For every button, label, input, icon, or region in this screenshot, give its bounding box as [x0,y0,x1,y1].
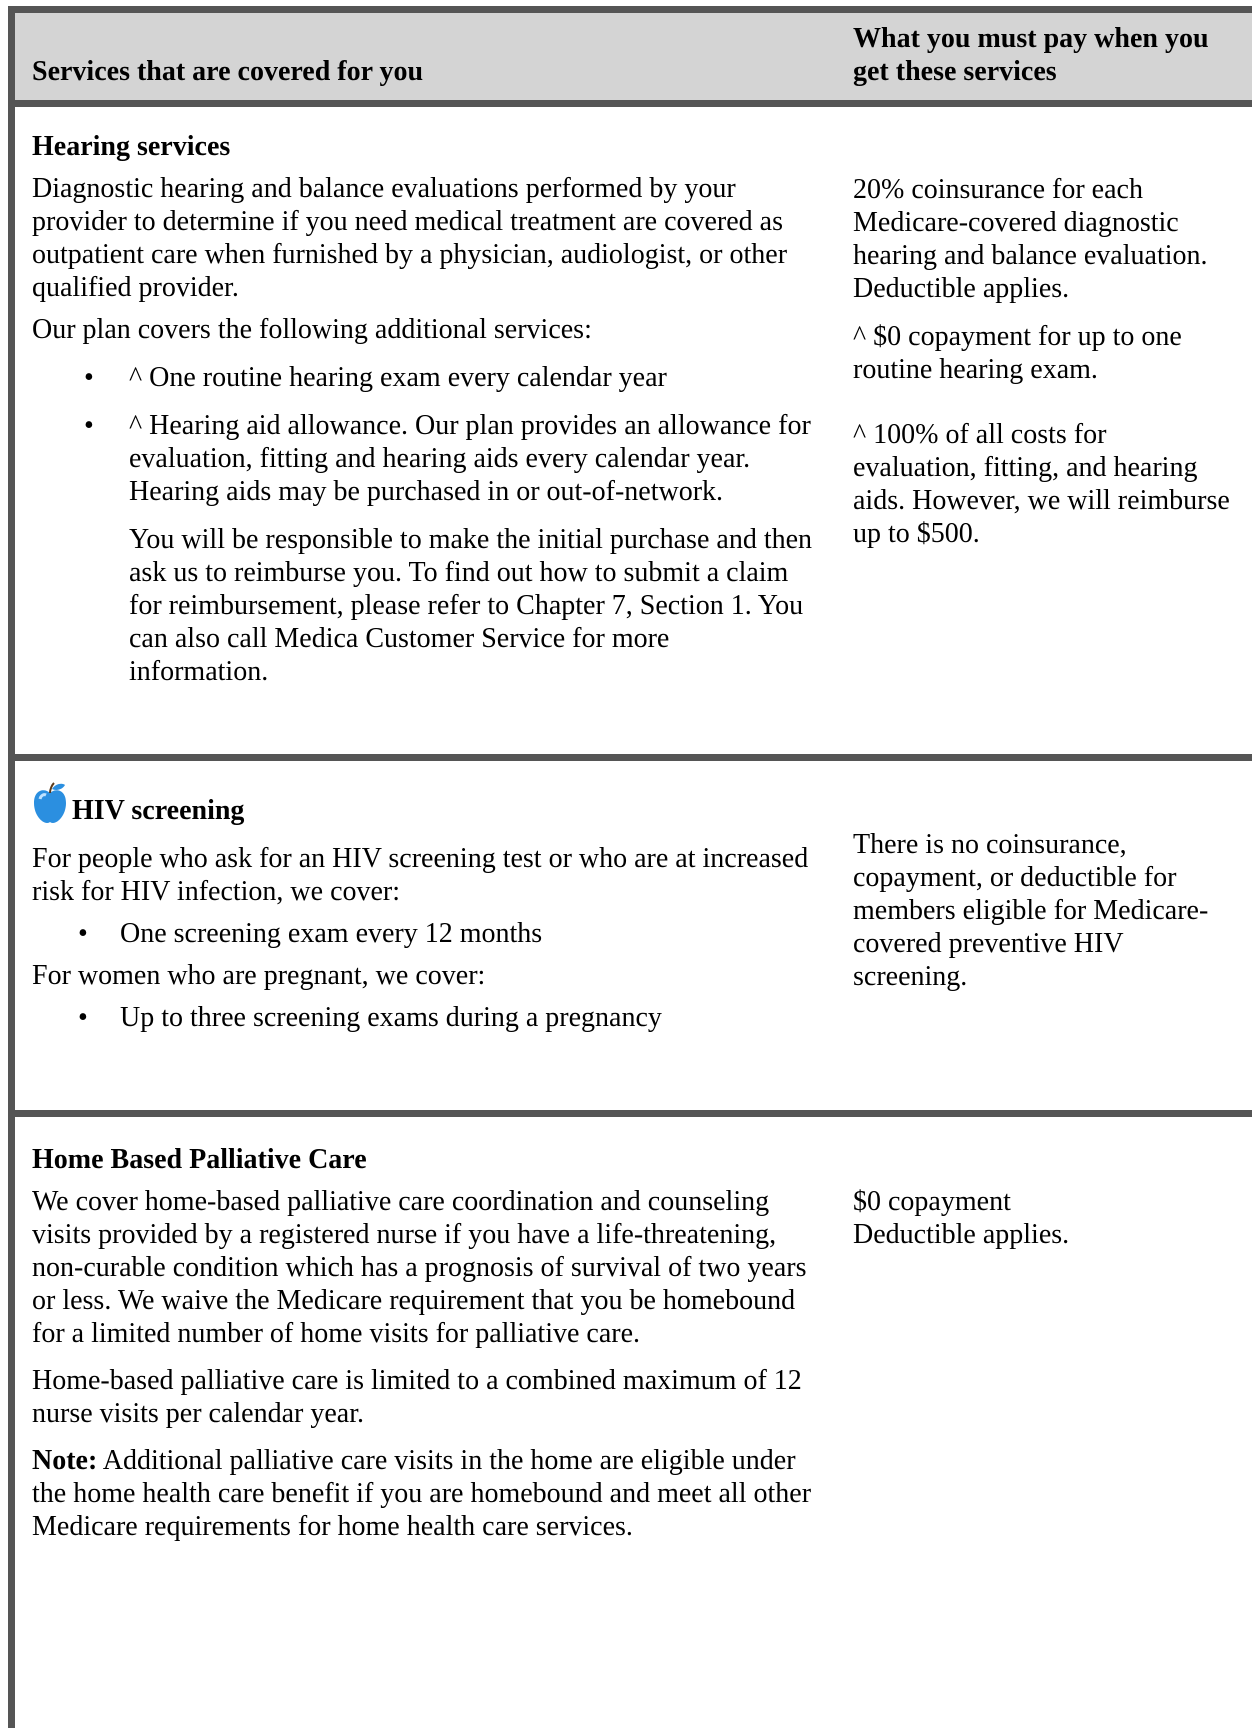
hearing-p3: You will be responsible to make the initial purchase and then ask us to reimburse you. To find out how to submit a claim for reimbursement, please refer to Chapter 7, Section 1. You can also call Medica Customer Service for more information. [129,524,813,687]
hearing-services-cell [15,107,845,754]
note-text: Additional palliative care visits in the home are eligible under the home health care benefit if you are homebound and meet all other Medicare requirements for home health care services. [32,1445,812,1542]
hiv-bullets-2 [32,1001,815,1034]
palliative-care-row [15,1117,1252,1728]
apple-icon [32,781,68,833]
palliative-pay-1: $0 copayment [853,1186,1011,1217]
hiv-screening-title: HIV screening [72,795,245,826]
hiv-bullets-1 [32,917,815,950]
hiv-p1: For people who ask for an HIV screening test or who are at increased risk for HIV infection, we cover: [32,843,809,907]
palliative-note [32,1444,815,1543]
hearing-services-row [15,107,1252,761]
hearing-bullet-1: ^ One routine hearing exam every calendar year [129,362,667,393]
list-item [32,917,815,950]
bullet-icon: • [84,362,94,393]
palliative-p2: Home-based palliative care is limited to a combined maximum of 12 nurse visits per calendar year. [32,1365,802,1429]
hiv-screening-cell [15,761,845,1110]
table-header [15,13,1252,107]
hearing-pay-2: ^ $0 copayment for up to one routine hearing exam. [853,321,1182,385]
hearing-p2: Our plan covers the following additional services: [32,314,592,345]
hiv-bullet-1: One screening exam every 12 months [120,918,543,949]
hearing-pay-3: ^ 100% of all costs for evaluation, fitting, and hearing aids. However, we will reimburse up to $500. [853,419,1230,549]
hiv-screening-row [15,761,1252,1117]
list-item [32,361,815,394]
hearing-bullets [32,361,815,508]
hearing-bullet-2: ^ Hearing aid allowance. Our plan provides an allowance for evaluation, fitting and hearing aids every calendar year. Hearing aids may be purchased in or out-of-network. [129,410,811,507]
palliative-pay-2: Deductible applies. [853,1219,1070,1250]
hiv-bullet-2: Up to three screening exams during a pregnancy [120,1002,662,1033]
hiv-payment-cell [845,761,1252,1110]
palliative-payment-cell [845,1117,1252,1728]
palliative-p1: We cover home-based palliative care coordination and counseling visits provided by a registered nurse if you have a life-threatening, non-curable condition which has a prognosis of survival of two years or less. We waive the Medicare requirement that you be homebound for a limited number of home visits for palliative care. [32,1186,807,1349]
hearing-pay-1: 20% coinsurance for each Medicare-covered diagnostic hearing and balance evaluation. Deductible applies. [853,174,1208,304]
hiv-title-line [32,781,815,833]
hearing-services-title: Hearing services [32,131,231,162]
hearing-payment-cell [845,107,1252,754]
hearing-p1: Diagnostic hearing and balance evaluations performed by your provider to determine if you need medical treatment are covered as outpatient care when furnished by a physician, audiologist, or other qualified provider. [32,173,788,303]
bullet-icon: • [84,410,94,441]
header-payment: What you must pay when you get these services [853,23,1209,87]
note-label: Note: [32,1445,98,1476]
list-item [32,409,815,508]
bullet-icon: • [78,1002,88,1033]
header-services: Services that are covered for you [32,56,424,87]
list-item [32,1001,815,1034]
hiv-p2: For women who are pregnant, we cover: [32,960,486,991]
benefits-table [8,6,1252,1728]
hiv-pay: There is no coinsurance, copayment, or deductible for members eligible for Medicare-covered preventive HIV screening. [853,829,1209,992]
palliative-title: Home Based Palliative Care [32,1144,367,1175]
palliative-care-cell [15,1117,845,1728]
bullet-icon: • [78,918,88,949]
